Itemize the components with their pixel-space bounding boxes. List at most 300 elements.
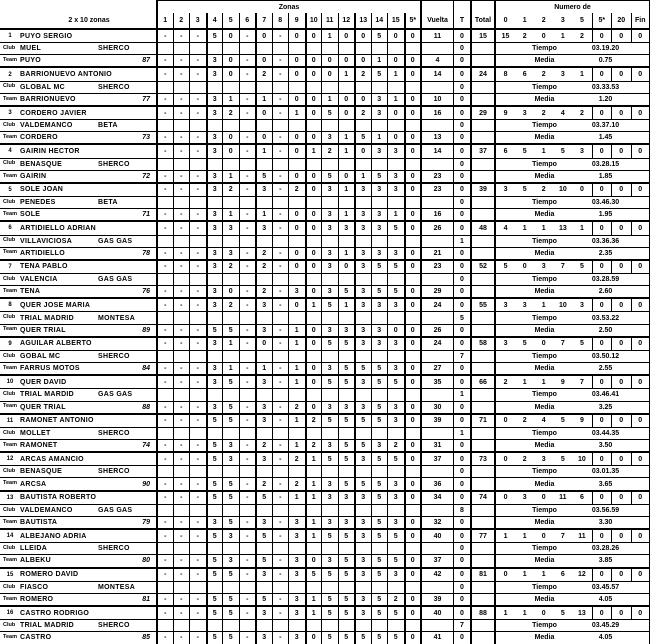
total-empty-cell [470, 593, 494, 605]
empty-zone-cell [255, 273, 272, 285]
zone-score-cell: - [156, 285, 173, 297]
zone-score-cell: 3 [206, 184, 223, 196]
zone-score-cell: - [239, 222, 256, 234]
bike-brand: GAS GAS [98, 506, 133, 514]
team-row [0, 516, 650, 528]
team-label: Team [3, 172, 17, 179]
club-name-cell [0, 504, 156, 516]
zone-score-cell: 5 [206, 607, 223, 619]
zone-score-cell: - [239, 362, 256, 374]
empty-zone-cell [255, 311, 272, 323]
zone-score-cell: - [156, 208, 173, 220]
penalty2-cell: 0 [453, 439, 470, 451]
empty-zone-cell [206, 158, 223, 170]
left-section-header: 2 x 10 zonas [68, 17, 110, 24]
empty-zone-cell [239, 235, 256, 247]
zone-score-cell: 3 [206, 376, 223, 388]
zone-score-cell: 3 [354, 184, 371, 196]
tiempo-box [494, 81, 650, 93]
vuelta1-cell: 34 [420, 492, 453, 504]
empty-zone-cell [321, 81, 338, 93]
team-label: Team [3, 95, 17, 102]
total-cell: 48 [470, 222, 494, 234]
count-cell: 0 [592, 607, 612, 619]
zone-score-cell: - [156, 324, 173, 336]
empty-zone-cell [272, 465, 289, 477]
team-name-cell [0, 131, 156, 143]
team-name: QUER TRIAL [20, 326, 66, 334]
total-cell: 74 [470, 492, 494, 504]
zone-score-cell: - [272, 376, 289, 388]
tiempo-label: Tiempo [532, 314, 557, 322]
media-label: Media [534, 595, 555, 603]
zone-header-8: 8 [272, 13, 289, 28]
vuelta1-cell: 24 [420, 338, 453, 350]
zone-score-cell: - [173, 401, 190, 413]
penalty1-cell: 0 [453, 222, 470, 234]
zone-score-cell: 3 [387, 299, 404, 311]
total-empty-cell [470, 273, 494, 285]
total-cell: 55 [470, 299, 494, 311]
zone-score-cell: 3 [222, 453, 239, 465]
zone-score-cell: 3 [255, 607, 272, 619]
empty-zone-cell [156, 81, 173, 93]
media-label: Media [534, 365, 555, 373]
zone-score-cell: 3 [387, 247, 404, 259]
zone-score-cell: 0 [404, 54, 421, 66]
vuelta2-cell: 27 [420, 362, 453, 374]
club-name: BENASQUE [20, 468, 63, 476]
rider-name-cell [0, 184, 156, 196]
time-penalty-cell: 7 [453, 619, 470, 631]
media-box [494, 593, 650, 605]
zone-score-cell: - [272, 170, 289, 182]
club-name: GOBAL MC [20, 352, 61, 360]
club-name-cell [0, 619, 156, 631]
rider-row [0, 145, 650, 157]
zone-score-cell: - [156, 554, 173, 566]
zone-score-cell: - [173, 607, 190, 619]
rider-name: QUER JOSE MARIA [20, 301, 91, 309]
zone-score-cell: 3 [371, 93, 388, 105]
team-row [0, 593, 650, 605]
team-name-cell [0, 93, 156, 105]
team-row [0, 477, 650, 489]
club-name-cell [0, 273, 156, 285]
empty-zone-cell [305, 465, 322, 477]
zone-score-cell: - [173, 439, 190, 451]
empty-zone-cell [272, 388, 289, 400]
zone-score-cell: 5 [338, 415, 355, 427]
zone-score-cell: 1 [222, 170, 239, 182]
zone-score-cell: 3 [321, 261, 338, 273]
empty-zone-cell [206, 81, 223, 93]
empty-zone-cell [156, 119, 173, 131]
zone-score-cell: 5 [371, 516, 388, 528]
empty-zone-cell [156, 619, 173, 631]
empty-zone-cell [206, 196, 223, 208]
count-cell: 0 [631, 68, 650, 80]
empty-zone-cell [338, 158, 355, 170]
empty-zone-cell [206, 235, 223, 247]
time-penalty-cell: 1 [453, 427, 470, 439]
empty-zone-cell [173, 465, 190, 477]
zone-score-cell: 3 [222, 439, 239, 451]
empty-zone-cell [288, 619, 305, 631]
zone-score-cell: 5 [305, 569, 322, 581]
media-box [494, 401, 650, 413]
total-empty-cell [470, 247, 494, 259]
total-cell: 24 [470, 68, 494, 80]
empty-zone-cell [173, 542, 190, 554]
tiempo-label: Tiempo [532, 237, 557, 245]
empty-zone-cell [338, 196, 355, 208]
zone-score-cell: 0 [387, 324, 404, 336]
tiempo-label: Tiempo [532, 391, 557, 399]
tiempo-label: Tiempo [532, 122, 557, 130]
zone-score-cell: 0 [338, 30, 355, 42]
team-name-cell [0, 477, 156, 489]
media-box [494, 362, 650, 374]
zone-score-cell: 1 [387, 93, 404, 105]
count-cell: 5 [560, 417, 565, 425]
vuelta1-cell: 23 [420, 261, 453, 273]
media-box [494, 516, 650, 528]
zone-score-cell: 1 [222, 362, 239, 374]
count-cell: 3 [522, 109, 527, 117]
zone-score-cell: 5 [321, 593, 338, 605]
zone-score-cell: 5 [354, 477, 371, 489]
bib-number: 87 [142, 57, 150, 65]
zone-score-cell: 5 [371, 453, 388, 465]
zone-score-cell: 0 [288, 222, 305, 234]
count-cell: 0 [611, 107, 631, 119]
zone-score-cell: 5 [387, 376, 404, 388]
empty-zone-cell [272, 427, 289, 439]
media-value: 4.05 [598, 595, 613, 603]
team-name-cell [0, 247, 156, 259]
zone-score-cell: - [189, 477, 206, 489]
time-penalty-cell: 7 [453, 350, 470, 362]
empty-zone-cell [338, 42, 355, 54]
zone-score-cell: - [239, 261, 256, 273]
empty-zone-cell [156, 350, 173, 362]
media-box [494, 208, 650, 220]
count-cell: 3 [541, 455, 546, 463]
team-row [0, 170, 650, 182]
count-cell: 1 [522, 571, 527, 579]
zone-score-cell: - [189, 145, 206, 157]
count-cell: 15 [501, 32, 510, 40]
rider-name-cell [0, 453, 156, 465]
team-row [0, 54, 650, 66]
count-cell: 1 [522, 378, 527, 386]
empty-zone-cell [222, 42, 239, 54]
zone-score-cell: - [173, 247, 190, 259]
tiempo-box [494, 42, 650, 54]
zone-score-cell: 3 [354, 516, 371, 528]
count-cell: 0 [631, 338, 650, 350]
club-row [0, 427, 650, 439]
zone-header-14: 14 [371, 13, 388, 28]
count-cell: 0 [611, 222, 631, 234]
team-name: CORDERO [20, 134, 58, 142]
zone-score-cell: - [189, 631, 206, 643]
total-column-header: Total [470, 13, 494, 28]
empty-zone-cell [404, 581, 421, 593]
zone-score-cell: - [189, 607, 206, 619]
club-label: Club [3, 506, 16, 513]
zone-score-cell: - [189, 492, 206, 504]
team-name-cell [0, 362, 156, 374]
count-cell: 1 [503, 609, 508, 617]
empty-zone-cell [305, 388, 322, 400]
zone-score-cell: 0 [404, 261, 421, 273]
club-label: Club [3, 44, 16, 51]
count-cell: 0 [631, 299, 650, 311]
rider-block [0, 490, 650, 528]
team-row [0, 131, 650, 143]
empty-zone-cell [404, 388, 421, 400]
rider-name: ROMERO DAVID [20, 571, 79, 579]
zone-column-headers [156, 13, 420, 28]
zone-score-cell: - [239, 530, 256, 542]
zone-score-cell: - [239, 569, 256, 581]
empty-zone-cell [371, 311, 388, 323]
count-cell: 2 [579, 32, 584, 40]
zone-score-cell: 5 [321, 415, 338, 427]
total-cell: 58 [470, 338, 494, 350]
zone-score-cell: - [272, 131, 289, 143]
empty-zone-cell [206, 427, 223, 439]
bike-brand: SHERCO [98, 622, 130, 630]
empty-zone-cell [371, 158, 388, 170]
club-label: Club [3, 468, 16, 475]
zone-score-cell: - [156, 93, 173, 105]
penalty2-cell: 0 [453, 247, 470, 259]
empty-zone-cell [321, 273, 338, 285]
empty-zone-cell [189, 196, 206, 208]
penalty1-cell: 0 [453, 107, 470, 119]
empty-zone-cell [206, 542, 223, 554]
club-label: Club [3, 198, 16, 205]
empty-zone-cell [371, 504, 388, 516]
empty-zone-cell [305, 619, 322, 631]
empty-zone-cell [189, 311, 206, 323]
penalty2-cell: 0 [453, 516, 470, 528]
rider-position: 5 [8, 186, 12, 193]
time-penalty-cell: 0 [453, 81, 470, 93]
count-cell: 0 [541, 609, 546, 617]
count-cell: 4 [541, 417, 546, 425]
empty-zone-cell [222, 235, 239, 247]
time-penalty-cell: 0 [453, 158, 470, 170]
empty-zone-cell [239, 619, 256, 631]
zone-score-cell: 0 [305, 208, 322, 220]
zone-score-cell: - [272, 439, 289, 451]
empty-zone-cell [338, 388, 355, 400]
zone-score-cell: - [189, 569, 206, 581]
team-name: CASTRO [20, 634, 52, 642]
zone-score-cell: 1 [222, 93, 239, 105]
zone-score-cell: - [156, 492, 173, 504]
media-value: 3.65 [598, 480, 613, 488]
numero-header-20: 20 [611, 13, 631, 28]
club-name: TRIAL MADRID [20, 622, 75, 630]
empty-zone-cell [404, 196, 421, 208]
empty-zone-cell [338, 619, 355, 631]
rider-name-cell [0, 107, 156, 119]
count-cell: 0 [631, 569, 650, 581]
zone-score-cell: 2 [255, 439, 272, 451]
zone-score-cell: 1 [305, 477, 322, 489]
zone-score-cell: - [156, 68, 173, 80]
zone-score-cell: 1 [305, 453, 322, 465]
count-cell: 0 [631, 492, 650, 504]
zone-score-cell: - [239, 453, 256, 465]
empty-zone-cell [387, 42, 404, 54]
zone-score-cell: 5 [387, 530, 404, 542]
penalty2-cell: 0 [453, 208, 470, 220]
zone-score-cell: - [156, 453, 173, 465]
zone-score-cell: 3 [206, 170, 223, 182]
empty-zone-cell [239, 504, 256, 516]
zone-score-cell: - [156, 631, 173, 643]
club-name: FIASCO [20, 583, 49, 591]
total-empty-cell [470, 554, 494, 566]
counts-open-cells [494, 184, 592, 196]
count-cell: 0 [611, 453, 631, 465]
count-cell: 7 [560, 532, 565, 540]
zone-score-cell: - [156, 184, 173, 196]
zone-header-4: 4 [206, 13, 223, 28]
count-cell: 9 [503, 109, 508, 117]
rider-name-cell [0, 299, 156, 311]
zone-score-cell: 3 [255, 376, 272, 388]
count-cell: 0 [611, 569, 631, 581]
zone-score-cell: 5 [338, 477, 355, 489]
zone-score-cell: 2 [288, 401, 305, 413]
zone-score-cell: 5 [371, 376, 388, 388]
empty-zone-cell [173, 42, 190, 54]
zone-score-cell: 0 [305, 107, 322, 119]
zone-score-cell: - [239, 93, 256, 105]
empty-zone-cell [272, 581, 289, 593]
zone-score-cell: 3 [354, 261, 371, 273]
zone-score-cell: 0 [222, 131, 239, 143]
zone-score-cell: 3 [206, 285, 223, 297]
vuelta2-cell: 10 [420, 93, 453, 105]
vuelta1-cell: 42 [420, 569, 453, 581]
zone-score-cell: 3 [288, 516, 305, 528]
zone-score-cell: - [156, 376, 173, 388]
empty-zone-cell [404, 504, 421, 516]
zone-score-cell: 3 [288, 607, 305, 619]
media-label: Media [534, 134, 555, 142]
penalty2-cell: 0 [453, 554, 470, 566]
zone-score-cell: 2 [255, 247, 272, 259]
zone-score-cell: - [272, 492, 289, 504]
zone-score-cell: 3 [354, 530, 371, 542]
t-header-spacer [453, 0, 470, 13]
empty-zone-cell [305, 311, 322, 323]
empty-zone-cell [321, 581, 338, 593]
bike-brand: SHERCO [98, 352, 130, 360]
zone-score-cell: 2 [222, 184, 239, 196]
zone-score-cell: - [189, 453, 206, 465]
empty-zone-cell [272, 504, 289, 516]
tiempo-label: Tiempo [532, 352, 557, 360]
zone-score-cell: 1 [387, 208, 404, 220]
club-label: Club [3, 83, 16, 90]
rider-row [0, 453, 650, 465]
zone-score-cell: 3 [387, 516, 404, 528]
penalty1-cell: 0 [453, 607, 470, 619]
table-header [0, 0, 650, 30]
zone-score-cell: 1 [288, 107, 305, 119]
zone-score-cell: 2 [255, 285, 272, 297]
zone-score-cell: 1 [305, 299, 322, 311]
zone-score-cell: 1 [338, 145, 355, 157]
total-empty-cell [470, 158, 494, 170]
empty-zone-cell [222, 350, 239, 362]
rider-position: 12 [6, 456, 14, 463]
empty-zone-cell [321, 427, 338, 439]
tiempo-box [494, 235, 650, 247]
zone-score-cell: 3 [371, 338, 388, 350]
empty-zone-cell [404, 235, 421, 247]
zone-score-cell: 3 [321, 208, 338, 220]
team-name: ARTIDIELLO [20, 249, 65, 257]
zone-score-cell: - [189, 530, 206, 542]
count-cell: 0 [611, 299, 631, 311]
empty-zone-cell [222, 581, 239, 593]
rider-block [0, 567, 650, 605]
penalty1-cell: 0 [453, 184, 470, 196]
zone-score-cell: - [189, 107, 206, 119]
zone-score-cell: 0 [404, 145, 421, 157]
zone-score-cell: - [239, 324, 256, 336]
zone-score-cell: - [173, 107, 190, 119]
count-cell: 13 [578, 609, 586, 617]
empty-zone-cell [354, 619, 371, 631]
zone-score-cell: 5 [321, 607, 338, 619]
team-label: Team [3, 134, 17, 141]
penalty2-cell: 0 [453, 631, 470, 643]
penalty1-cell: 0 [453, 376, 470, 388]
zone-score-cell: 5 [338, 453, 355, 465]
rider-row [0, 107, 650, 119]
zone-score-cell: 1 [288, 324, 305, 336]
zone-score-cell: 0 [338, 93, 355, 105]
vuelta-empty-cell [420, 235, 453, 247]
count-cell: 0 [611, 492, 631, 504]
zone-score-cell: 3 [387, 569, 404, 581]
tiempo-value: 03.36.36 [591, 237, 620, 245]
count-cell: 0 [631, 261, 650, 273]
zone-score-cell: 3 [354, 453, 371, 465]
zone-score-cell: 0 [305, 247, 322, 259]
count-cell: 1 [541, 301, 546, 309]
empty-zone-cell [189, 42, 206, 54]
empty-zone-cell [272, 196, 289, 208]
zone-score-cell: - [272, 569, 289, 581]
rider-name-cell [0, 415, 156, 427]
vuelta-empty-cell [420, 388, 453, 400]
vuelta2-cell: 13 [420, 131, 453, 143]
club-label: Club [3, 583, 16, 590]
empty-zone-cell [189, 542, 206, 554]
